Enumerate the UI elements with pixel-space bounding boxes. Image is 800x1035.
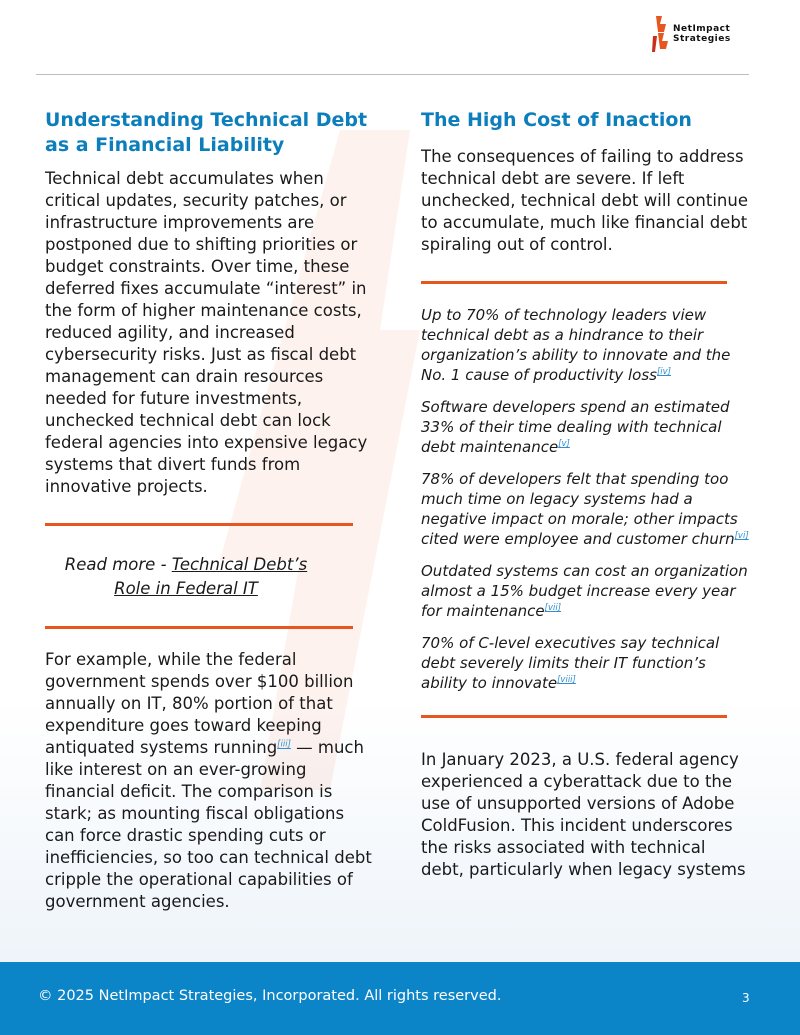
footnote-link[interactable]: [vi] [734,531,749,541]
right-closing-paragraph: In January 2023, a U.S. federal agency experienced a cyberattack due to the use of unsupported versions of Adobe ColdFusion. This incident underscores the risks associated with technical debt, particularly when legacy systems [421,750,746,879]
footnote-link[interactable]: [v] [558,439,570,449]
copyright-text: © 2025 NetImpact Strategies, Incorporated. All rights reserved. [38,988,502,1004]
stat-item [421,561,751,621]
divider [45,626,353,629]
company-logo [652,16,731,52]
right-column [421,108,751,881]
stats-list [421,305,751,693]
paragraph-text: For example, while the federal government spends over $100 billion annually on IT, 80% portion of that expenditure goes toward keeping antiquated systems running [45,650,354,757]
read-more-prefix: Read more - [64,555,172,574]
stat-item [421,305,751,385]
read-more-link[interactable]: Technical Debt’s Role in Federal IT [114,555,308,598]
left-column [45,108,375,913]
stat-item [421,633,751,693]
paragraph-text: — much like interest on an ever-growing financial deficit. The comparison is stark; as mounting fiscal obligations can force drastic spending cuts or inefficiencies, so too can technical debt cripple the operational capabilities of government agencies. [45,738,372,911]
right-heading: The High Cost of Inaction [421,109,692,131]
stat-text: 70% of C-level executives say technical debt severely limits their IT function’s ability to innovate [421,634,720,692]
stat-text: Up to 70% of technology leaders view technical debt as a hindrance to their organization’s ability to innovate and the No. 1 cause of productivity loss [421,306,731,384]
footnote-link[interactable]: [iv] [656,367,671,377]
logo-mark-icon [652,16,670,52]
logo-wordmark [673,24,731,44]
logo-line-2: Strategies [673,34,731,44]
logo-line-1: NetImpact [673,24,731,34]
left-paragraph-1: Technical debt accumulates when critical updates, security patches, or infrastructure improvements are postponed due to shifting priorities or budget constraints. Over time, these deferred fixes accumulate “interest” in the form of higher maintenance costs, reduced agility, and increased cybersecurity risks. Just as fiscal debt management can drain resources needed for future investments, unchecked technical debt can lock federal agencies into expensive legacy systems that divert funds from innovative projects. [45,169,368,496]
stat-text: Software developers spend an estimated 33% of their time dealing with technical debt maintenance [421,398,730,456]
stat-item [421,397,751,457]
footnote-link[interactable]: [vii] [544,603,562,613]
left-paragraph-2 [45,649,375,913]
stat-text: Outdated systems can cost an organization almost a 15% budget increase every year for maintenance [421,562,748,620]
divider [421,715,727,718]
page-footer [0,962,800,1035]
divider [45,523,353,526]
left-heading: Understanding Technical Debt as a Financial Liability [45,109,368,156]
stat-item [421,469,751,549]
header-divider [36,74,749,75]
page-number: 3 [742,991,750,1005]
read-more-callout [45,553,327,601]
right-intro: The consequences of failing to address technical debt are severe. If left unchecked, technical debt will continue to accumulate, much like financial debt spiraling out of control. [421,147,749,254]
stat-text: 78% of developers felt that spending too much time on legacy systems had a negative impact on morale; other impacts cited were employee and customer churn [421,470,738,548]
divider [421,281,727,284]
footnote-link[interactable]: [viii] [557,675,576,685]
footnote-link[interactable]: [iii] [277,739,291,750]
